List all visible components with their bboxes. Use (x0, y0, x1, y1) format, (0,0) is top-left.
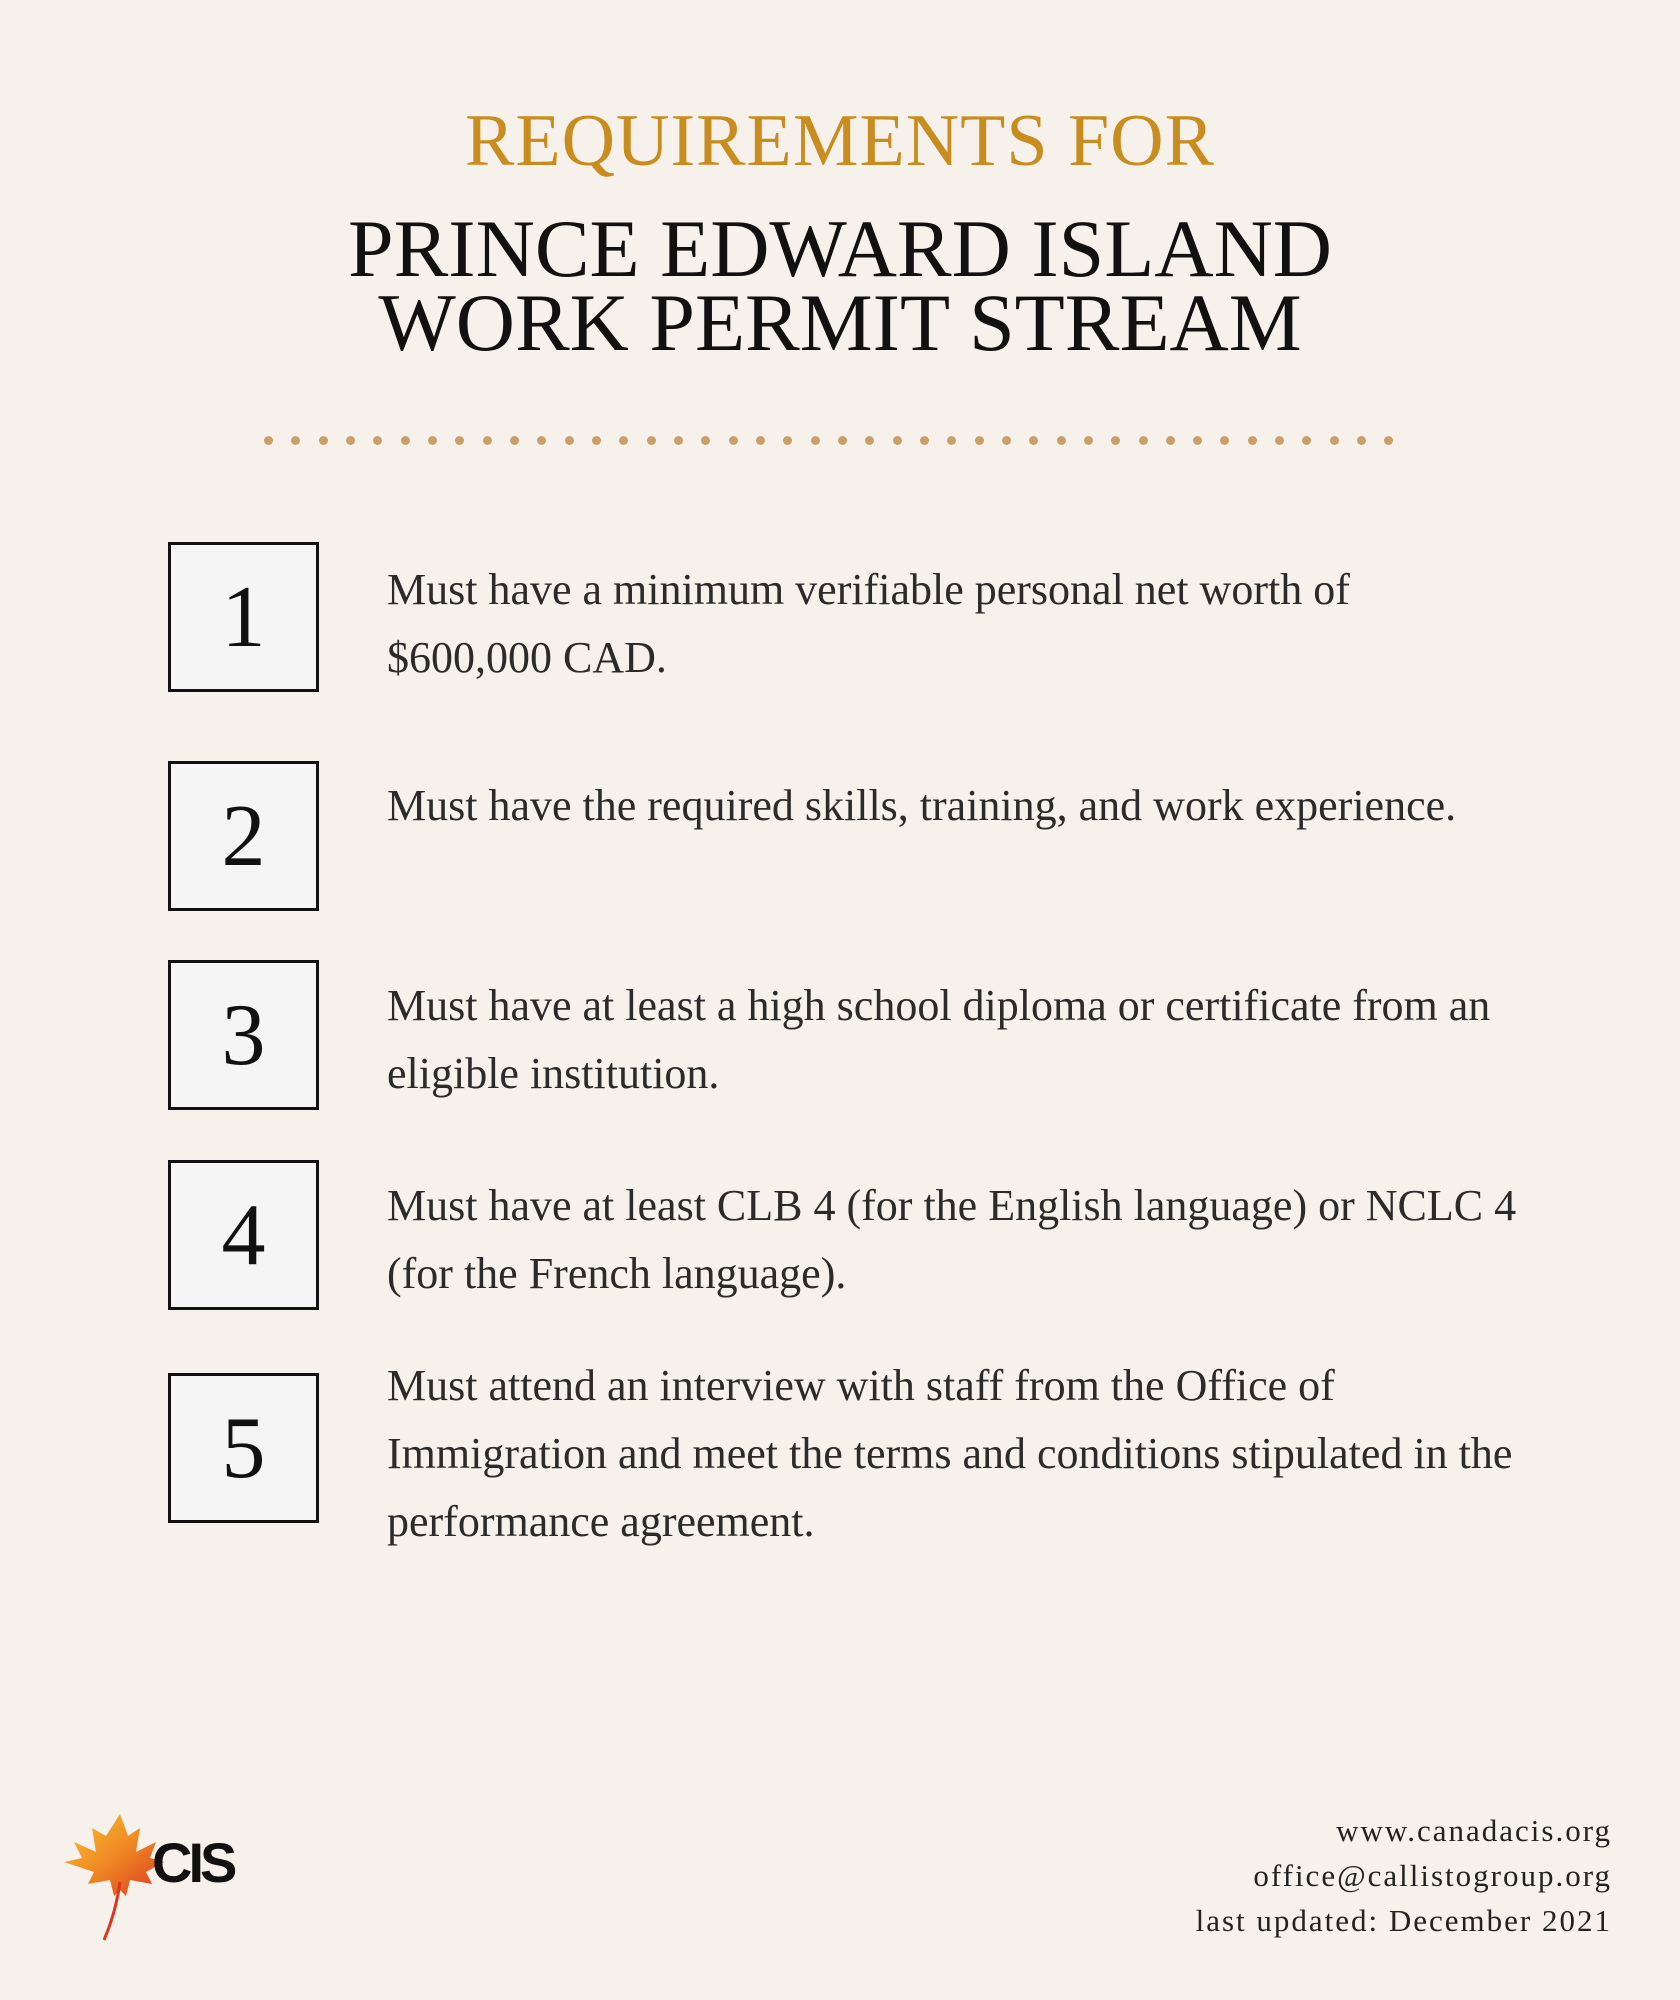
divider-dot (373, 436, 382, 445)
divider-dot (893, 436, 902, 445)
divider-dot (1111, 436, 1120, 445)
dotted-divider (264, 436, 1394, 446)
requirement-number-2: 2 (168, 761, 319, 911)
page-title (0, 203, 1680, 368)
divider-dot (1193, 436, 1202, 445)
divider-dot (811, 436, 820, 445)
divider-dot (783, 436, 792, 445)
divider-dot (701, 436, 710, 445)
requirement-text-4: Must have at least CLB 4 (for the English language) or NCLC 4 (for the French language). (387, 1181, 1517, 1298)
divider-dot (346, 436, 355, 445)
divider-dot (592, 436, 601, 445)
divider-dot (1330, 436, 1339, 445)
website-link[interactable]: www.canadacis.org (1336, 1813, 1612, 1848)
requirement-text-1: Must have a minimum verifiable personal net worth of $600,000 CAD. (387, 565, 1350, 682)
divider-dot (1057, 436, 1066, 445)
title-line-1: PRINCE EDWARD ISLAND (348, 203, 1332, 294)
divider-dot (510, 436, 519, 445)
divider-dot (1029, 436, 1038, 445)
requirement-number-5: 5 (168, 1373, 319, 1523)
divider-dot (537, 436, 546, 445)
divider-dot (647, 436, 656, 445)
divider-dot (291, 436, 300, 445)
divider-dot (1220, 436, 1229, 445)
last-updated: last updated: December 2021 (1195, 1903, 1612, 1938)
divider-dot (947, 436, 956, 445)
divider-dot (401, 436, 410, 445)
divider-dot (729, 436, 738, 445)
divider-dot (975, 436, 984, 445)
divider-dot (865, 436, 874, 445)
divider-dot (483, 436, 492, 445)
requirement-text-3: Must have at least a high school diploma or certificate from an eligible institution. (387, 981, 1491, 1098)
divider-dot (838, 436, 847, 445)
divider-dot (619, 436, 628, 445)
divider-dot (455, 436, 464, 445)
divider-dot (1139, 436, 1148, 445)
requirement-text-2: Must have the required skills, training, and work experience. (387, 781, 1457, 830)
requirement-number-1: 1 (168, 542, 319, 692)
divider-dot (1002, 436, 1011, 445)
divider-dot (920, 436, 929, 445)
title-line-2: WORK PERMIT STREAM (378, 277, 1302, 368)
requirement-number-4: 4 (168, 1160, 319, 1310)
divider-dot (674, 436, 683, 445)
divider-dot (1357, 436, 1366, 445)
divider-dot (264, 436, 273, 445)
divider-dot (1275, 436, 1284, 445)
divider-dot (1384, 436, 1393, 445)
requirement-text-5: Must attend an interview with staff from the Office of Immigration and meet the terms and conditions stipulated in the performance agreement. (387, 1361, 1513, 1546)
divider-dot (428, 436, 437, 445)
divider-dot (1084, 436, 1093, 445)
contact-footer (1196, 1808, 1612, 1943)
requirement-number-3: 3 (168, 960, 319, 1110)
divider-dot (1166, 436, 1175, 445)
divider-dot (756, 436, 765, 445)
divider-dot (565, 436, 574, 445)
svg-text:CIS: CIS (152, 1831, 234, 1894)
header-kicker: REQUIREMENTS FOR (465, 100, 1215, 182)
divider-dot (319, 436, 328, 445)
cis-logo (60, 1812, 260, 1942)
email-link[interactable]: office@callistogroup.org (1253, 1858, 1612, 1893)
divider-dot (1248, 436, 1257, 445)
maple-leaf-icon (60, 1812, 260, 1942)
divider-dot (1302, 436, 1311, 445)
